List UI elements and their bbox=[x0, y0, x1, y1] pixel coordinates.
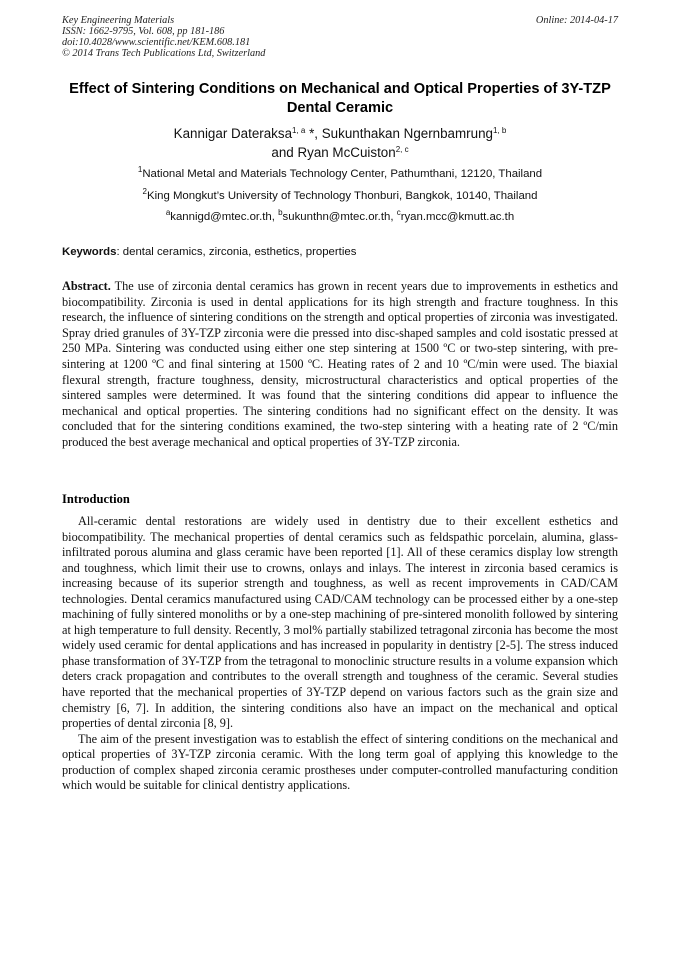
email-address: kannigd@mtec.or.th, bbox=[170, 211, 279, 223]
email-address: sukunthn@mtec.or.th, bbox=[282, 211, 397, 223]
affiliation-2 bbox=[62, 189, 618, 203]
author-affil-sup: 2, c bbox=[395, 145, 409, 154]
author-conjunction: and bbox=[271, 145, 298, 160]
online-date: Online: 2014-04-17 bbox=[535, 15, 618, 26]
author-name: Sukunthakan Ngernbamrung bbox=[321, 126, 493, 141]
keywords bbox=[62, 245, 618, 259]
section-heading-introduction: Introduction bbox=[62, 492, 130, 506]
email-sup: c bbox=[396, 208, 401, 217]
affiliation-1 bbox=[62, 167, 618, 181]
email-sup: b bbox=[278, 208, 283, 217]
corresponding-mark: *, bbox=[305, 126, 322, 141]
affil-sup: 2 bbox=[142, 187, 147, 196]
abstract bbox=[62, 279, 618, 451]
email-line bbox=[62, 210, 618, 224]
author-affil-sup: 1, a bbox=[292, 126, 306, 135]
affil-text: King Mongkut’s University of Technology Thonburi, Bangkok, 10140, Thailand bbox=[146, 190, 538, 202]
author-name: Ryan McCuiston bbox=[297, 145, 396, 160]
journal-header bbox=[62, 15, 618, 59]
paper-title: Effect of Sintering Conditions on Mechanical and Optical Properties of 3Y-TZP Dental Ceramic bbox=[69, 81, 611, 116]
affil-sup: 1 bbox=[137, 165, 143, 174]
author-name: Kannigar Dateraksa bbox=[173, 126, 293, 141]
journal-name: Key Engineering Materials bbox=[62, 15, 175, 26]
doi-line: doi:10.4028/www.scientific.net/KEM.608.181 bbox=[62, 37, 251, 48]
paragraph: All-ceramic dental restorations are widely used in dentistry due to their excellent esthetics and biocompatibility. The mechanical properties of dental ceramics such as feldspathic porcelain, alumina, glass-infiltrated porous alumina and glass ceramic have been reported [1]. All of these ceramics display low strength and toughness, which limit their use to crowns, onlays and inlays. The interest in zirconia based ceramics is increasing because of its superior strength and toughness, as well as recent improvements in CAD/CAM technologies. Dental ceramics manufactured using CAD/CAM technology can be processed either by a one-step machining of fully sintered monoliths or by a one-step machining of pre-sintered monolith followed by sintering at high temperature to full density. Recently, 3 mol% partially stabilized tetragonal zirconia has become the most widely used ceramic for dental applications and has increased in popularity in dentistry [2-5]. The stress induced phase transformation of 3Y-TZP from the tetragonal to monoclinic structure results in a volume expansion which deters crack propagation and contributes to the overall strength and toughness of the ceramic. Several studies have reported that the mechanical properties of 3Y-TZP depend on various factors such as the grain size and chemistry [6, 7]. In addition, the sintering conditions also have an impact on the mechanical and optical properties of dental zirconia [8, 9]. bbox=[62, 514, 618, 731]
email-address: ryan.mcc@kmutt.ac.th bbox=[400, 211, 515, 223]
email-sup: a bbox=[165, 208, 171, 217]
affil-text: National Metal and Materials Technology Center, Pathumthani, 12120, Thailand bbox=[142, 168, 543, 180]
author-list bbox=[62, 124, 618, 162]
author-affil-sup: 1, b bbox=[492, 126, 507, 135]
keywords-text: : dental ceramics, zirconia, esthetics, properties bbox=[116, 246, 357, 258]
issn-line: ISSN: 1662-9795, Vol. 608, pp 181-186 bbox=[62, 26, 225, 37]
paragraph: The aim of the present investigation was to establish the effect of sintering conditions on the mechanical and optical properties of 3Y-TZP zirconia ceramic. With the long term goal of applying this knowledge to the production of complex shaped zirconia ceramic prostheses under computer-controlled manufacturing condition which would be suitable for clinical dentistry applications. bbox=[62, 731, 618, 793]
introduction-body bbox=[62, 514, 618, 794]
abstract-label: Abstract. bbox=[62, 279, 111, 293]
abstract-text: The use of zirconia dental ceramics has grown in recent years due to improvements in esthetics and biocompatibility. Zirconia is used in dental applications for its high strength and fracture toughness. In this research, the influence of sintering conditions on the strength and optical properties of zirconia was investigated. Spray dried granules of 3Y-TZP zirconia were die pressed into disc-shaped samples and cold isostatic pressed at 250 MPa. Sintering was conducted using either one step sintering at 1500 ºC or two-step sintering, with pre-sintering at 1200 ºC and final sintering at 1500 ºC. Heating rates of 2 and 10 ºC/min were used. The biaxial flexural strength, fracture toughness, density, microstructural characteristics and optical properties of the sintered samples were determined. It was found that the sintering conditions did appear to influence the mechanical and optical properties. The sintering conditions had no significant effect on the density. It was concluded that for the sintering conditions examined, the two-step sintering with a heating rate of 2 ºC/min produced the best average mechanical and optical properties of 3Y-TZP zirconia. bbox=[62, 279, 618, 449]
copyright-line: © 2014 Trans Tech Publications Ltd, Switzerland bbox=[62, 48, 266, 59]
keywords-label: Keywords bbox=[62, 246, 117, 258]
